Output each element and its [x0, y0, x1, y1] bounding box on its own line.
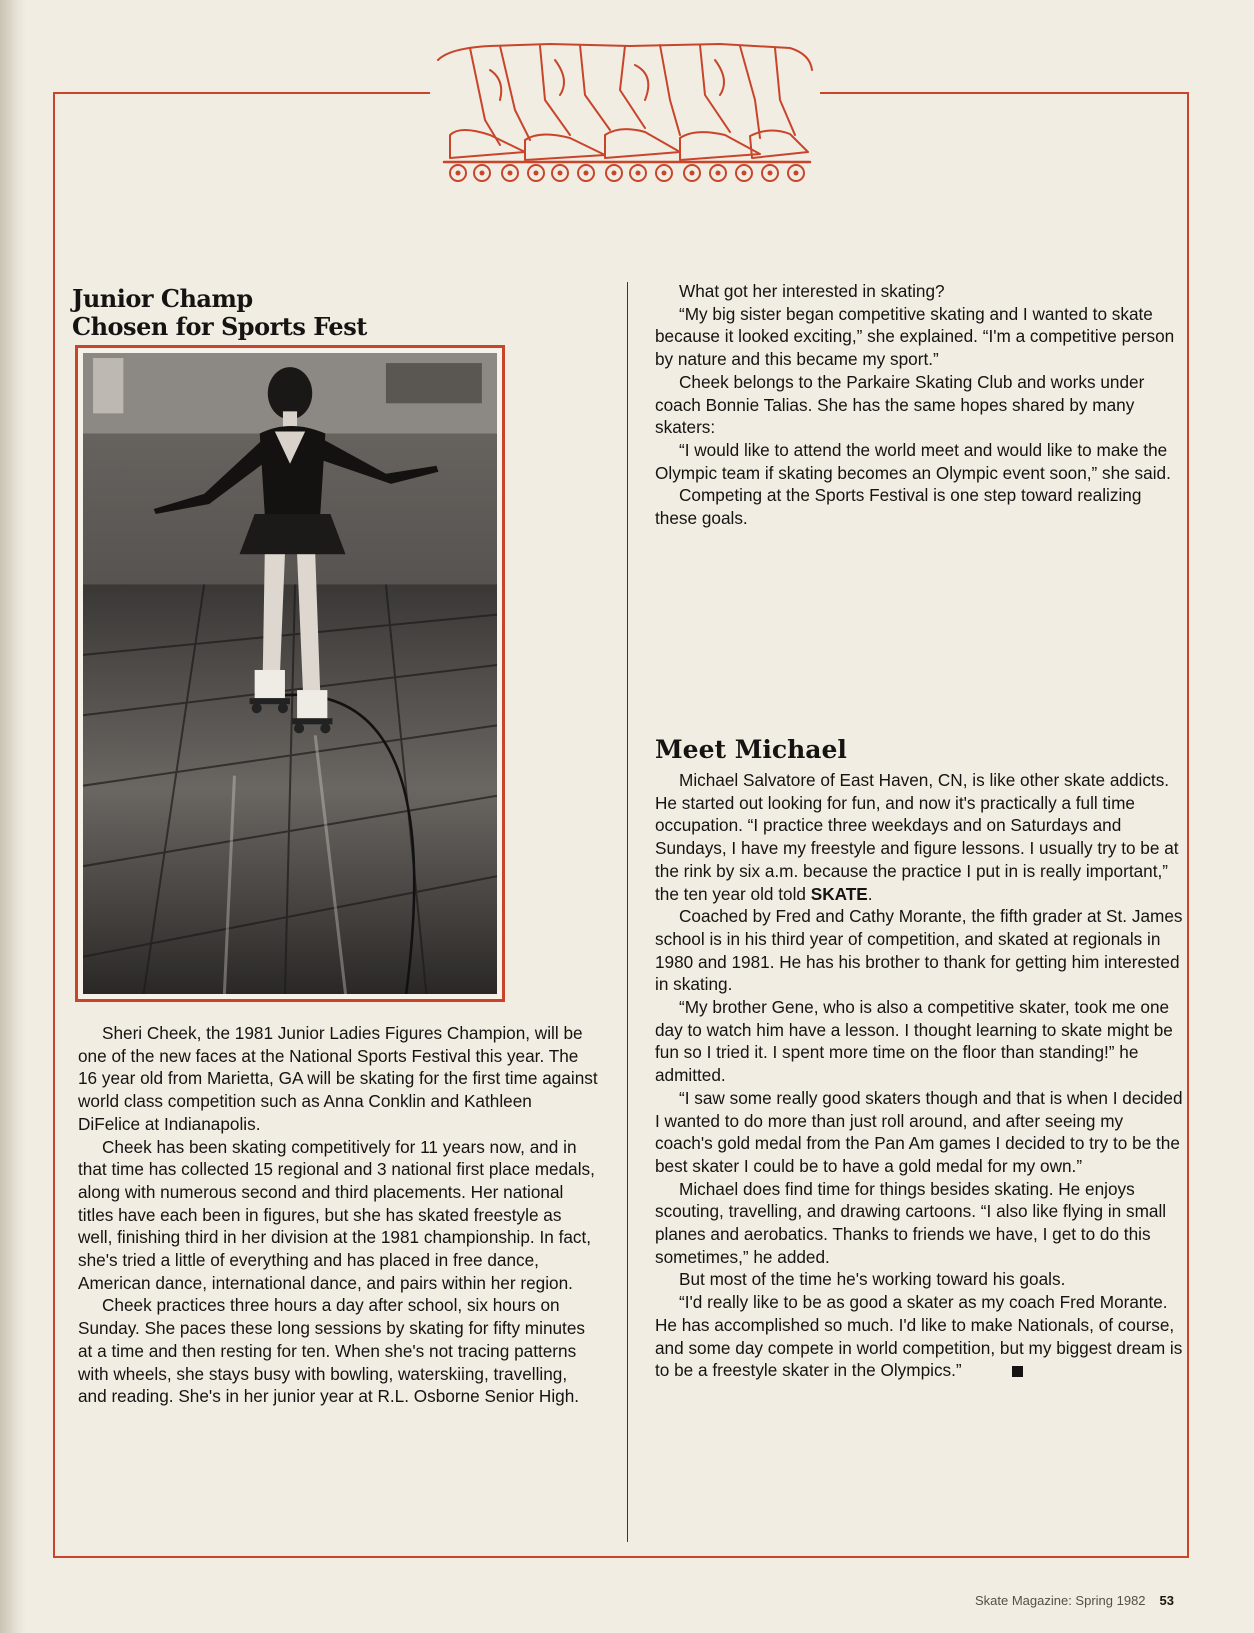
article-headline: [72, 285, 552, 341]
column-divider: [627, 282, 628, 1542]
article1-paragraph: “I would like to attend the world meet and would like to make the Olympic team if skating becomes an Olympic event soon,” she said.: [655, 439, 1171, 483]
article1-paragraph: “My big sister began competitive skating and I wanted to skate because it looked exciting,” she explained. “I'm a competitive person by nature and this became my sport.”: [655, 303, 1175, 370]
headline-line-1: Junior Champ: [72, 284, 253, 313]
article2-paragraph: [655, 769, 1185, 905]
article2-p1-end: .: [867, 883, 873, 904]
article2-paragraph: “My brother Gene, who is also a competitive skater, took me one day to watch him have a lesson. I thought learning to skate might be fun so I tried it. I spent more time on the floor than standing!” he admitted.: [655, 997, 1173, 1086]
article1-right-column: [655, 280, 1185, 530]
article2-paragraph: Coached by Fred and Cathy Morante, the fifth grader at St. James school is in his third year of competition, and skated at regionals in 1980 and 1981. He has his brother to thank for getting him interested in skating.: [655, 906, 1183, 995]
article1-left-column: [78, 1022, 598, 1408]
article1-paragraph: Cheek belongs to the Parkaire Skating Club and works under coach Bonnie Talias. She has the same hopes shared by many skaters:: [655, 371, 1145, 438]
page-footer: [975, 1593, 1174, 1608]
magazine-name: SKATE: [810, 883, 868, 904]
article1-paragraph: Cheek practices three hours a day after school, six hours on Sunday. She paces these long sessions by skating for fifty minutes at a time and then resting for ten. When she's not tracing patterns with wheels, she stays busy with bowling, waterskiing, travelling, and reading. She's in her junior year at R.L. Osborne Senior High.: [78, 1295, 585, 1407]
article1-paragraph: What got her interested in skating?: [679, 281, 945, 301]
article2-p1-text: Michael Salvatore of East Haven, CN, is like other skate addicts. He started out looking for fun, and now it's practically a full time occupation. “I practice three weekdays and on Saturdays and Sundays, I have my freestyle and figure lessons. I usually try to be at the rink by six a.m. because the practice I put in is really important,” the ten year old told: [655, 770, 1179, 904]
article2-paragraph: Michael does find time for things besides skating. He enjoys scouting, travelling, and drawing cartoons. “I also like flying in small planes and aerobatics. Thanks to friends we have, I get to do this sometimes,” he added.: [655, 1178, 1167, 1267]
skater-photo: [75, 345, 505, 1002]
article2-last-text: “I'd really like to be as good a skater as my coach Fred Morante. He has accomplished so much. I'd like to make Nationals, of course, and some day compete in world competition, but my biggest dream is to be a freestyle skater in the Olympics.”: [655, 1292, 1183, 1381]
article1-paragraph: Competing at the Sports Festival is one step toward realizing these goals.: [655, 485, 1142, 529]
article1-paragraph: Cheek has been skating competitively for 11 years now, and in that time has collected 15 regional and 3 national first place medals, along with numerous second and third placements. Her national titles have each been in figures, but she has skated freestyle as well, finishing third in her division at the 1981 championship. In fact, she's tried a little of everything and has placed in free dance, American dance, international dance, and pairs within her region.: [78, 1136, 595, 1293]
article2-last-paragraph: [655, 1291, 1185, 1382]
article2-paragraph: “I saw some really good skaters though and that is when I decided I wanted to do more than just roll around, and after seeing my coach's gold medal from the Pan Am games I decided to try to be the best skater I could be to have a gold medal for my own.”: [655, 1087, 1183, 1176]
headline-line-2: Chosen for Sports Fest: [72, 312, 367, 341]
publication-line: Skate Magazine: Spring 1982: [974, 1593, 1146, 1608]
article2-column: [655, 735, 1185, 1382]
page-spine-shadow: [0, 0, 26, 1633]
article2-paragraph: But most of the time he's working toward his goals.: [679, 1269, 1066, 1290]
page-number: 53: [1159, 1593, 1174, 1608]
end-of-article-square-icon: [1012, 1366, 1023, 1377]
article2-headline: Meet Michael: [655, 735, 847, 764]
roller-skates-illustration: [430, 40, 820, 190]
article1-paragraph: Sheri Cheek, the 1981 Junior Ladies Figures Champion, will be one of the new faces at the National Sports Festival this year. The 16 year old from Marietta, GA will be skating for the first time against world class competition such as Anna Conklin and Kathleen DiFelice at Indianapolis.: [78, 1023, 598, 1134]
